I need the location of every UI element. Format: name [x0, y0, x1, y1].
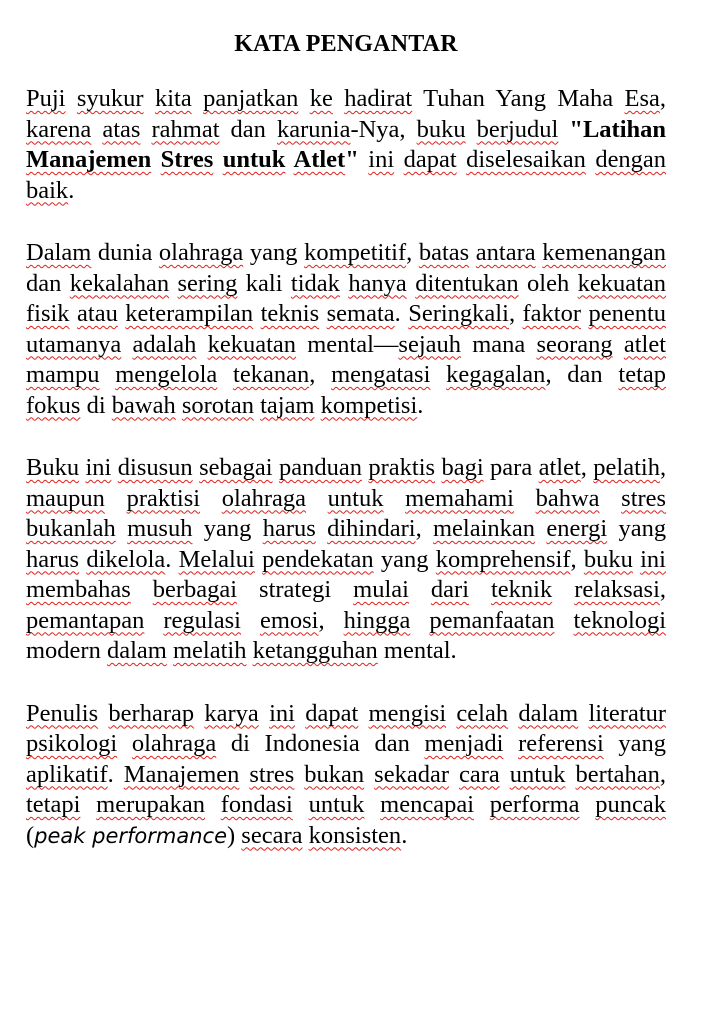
spellcheck-flagged-word: karya [204, 699, 259, 727]
spellcheck-flagged-word: Puji [26, 85, 66, 112]
spellcheck-flagged-word: antara [475, 239, 536, 266]
text-run [364, 791, 380, 818]
text-run [200, 485, 222, 512]
spellcheck-flagged-word: harus [26, 545, 80, 573]
text-run [555, 607, 574, 634]
spellcheck-flagged-word: berjudul [476, 115, 559, 143]
spellcheck-flagged-word: bagi [441, 454, 484, 481]
spellcheck-flagged-word: fisik [26, 300, 70, 327]
text-run: , [508, 300, 523, 327]
text-run [600, 485, 622, 512]
text-run [508, 700, 518, 727]
text-run: dan [219, 115, 277, 143]
text-run [474, 791, 490, 818]
text-run [255, 546, 262, 573]
text-run [131, 576, 153, 603]
text-run [298, 85, 309, 112]
text-run [70, 300, 77, 327]
text-run [469, 576, 491, 603]
spellcheck-flagged-word: batas [418, 239, 470, 266]
spellcheck-flagged-word: buku [583, 545, 633, 573]
spellcheck-flagged-word: olahraga [158, 239, 244, 266]
spellcheck-flagged-word: kompetisi [320, 391, 418, 419]
spellcheck-flagged-word: membahas [26, 576, 131, 603]
text-run [259, 700, 269, 727]
text-run: para [483, 454, 539, 481]
spellcheck-flagged-word: melainkan [433, 515, 536, 542]
spellcheck-flagged-word: baik [26, 176, 69, 204]
text-run [293, 791, 309, 818]
spellcheck-flagged-word: energi [546, 515, 608, 542]
spellcheck-flagged-word: teknik [490, 576, 553, 603]
spellcheck-flagged-word: kita [154, 85, 192, 112]
spellcheck-flagged-word: performa [489, 791, 580, 818]
bold-text: "Latihan [569, 115, 667, 143]
text-run [514, 485, 536, 512]
spellcheck-flagged-word: syukur [76, 85, 144, 112]
text-run [319, 300, 326, 327]
text-run [446, 700, 456, 727]
text-run [144, 607, 163, 634]
spellcheck-flagged-word: ditentukan [415, 269, 519, 297]
spellcheck-flagged-word: hadirat [344, 85, 413, 112]
text-run: , [318, 606, 344, 634]
spellcheck-flagged-word: stres [621, 484, 667, 512]
text-run [140, 116, 151, 143]
spellcheck-flagged-word: atau [77, 300, 118, 327]
text-run [100, 361, 116, 388]
text-run: yang [373, 545, 436, 573]
spellcheck-flagged-word: pemanfaatan [429, 606, 555, 634]
spellcheck-flagged-word: fondasi [220, 791, 293, 818]
spellcheck-flagged-word: Esa [624, 85, 660, 112]
spellcheck-flagged-word: kegagalan [446, 361, 546, 388]
spellcheck-flagged-word: praktis [368, 454, 436, 481]
text-run [430, 361, 446, 388]
bold-text [213, 146, 222, 173]
text-run [116, 515, 127, 542]
spellcheck-flagged-word: atas [102, 115, 141, 143]
spellcheck-flagged-word: puncak [595, 791, 667, 818]
spellcheck-flagged-word: psikologi [26, 730, 118, 757]
spellcheck-flagged-word: konsisten [308, 821, 402, 849]
spellcheck-flagged-word: kemenangan [542, 239, 667, 266]
text-run: ) [227, 821, 242, 849]
text-run [169, 270, 177, 297]
text-run: , [415, 515, 433, 542]
spellcheck-flagged-word: kekuatan [207, 330, 297, 358]
spellcheck-flagged-word: sejauh [398, 330, 461, 358]
text-run: ( [26, 821, 35, 849]
text-run [449, 761, 459, 788]
spellcheck-flagged-word: diselesaikan [466, 146, 586, 173]
text-run [121, 331, 132, 358]
text-run: mana [461, 330, 537, 358]
text-run [566, 761, 576, 788]
text-run: , [659, 85, 667, 112]
spellcheck-flagged-word: literatur [588, 699, 667, 727]
spellcheck-flagged-word: dapat [305, 699, 359, 727]
spellcheck-flagged-word: pemantapan [26, 606, 145, 634]
spellcheck-flagged-word: berbagai [152, 576, 238, 603]
text-run [192, 85, 203, 112]
text-run: , [406, 239, 419, 266]
spellcheck-flagged-word: melatih [172, 637, 247, 664]
spellcheck-flagged-word: olahraga [221, 484, 307, 512]
text-run: , [570, 545, 584, 573]
text-run [552, 576, 574, 603]
text-run [586, 146, 595, 173]
text-run: . [68, 176, 75, 204]
spellcheck-flagged-word: tajam [260, 391, 315, 419]
spellcheck-flagged-word: merupakan [96, 791, 205, 818]
spellcheck-flagged-word: karena [26, 115, 92, 143]
spellcheck-flagged-word: relaksasi [574, 576, 660, 603]
text-run [117, 730, 132, 757]
bold-text [151, 146, 160, 173]
text-run: yang [192, 515, 263, 542]
text-run: Tuhan Yang Maha [412, 85, 625, 112]
text-run [306, 485, 328, 512]
spellcheck-flagged-word: untuk [222, 146, 286, 173]
text-run [295, 700, 305, 727]
spellcheck-flagged-word: celah [456, 699, 509, 727]
text-run: . [107, 760, 124, 788]
spellcheck-flagged-word: regulasi [163, 606, 241, 634]
text-run [105, 485, 127, 512]
text-run [333, 85, 344, 112]
text-run: . [401, 821, 408, 849]
spellcheck-flagged-word: aplikatif [26, 760, 108, 788]
spellcheck-flagged-word: tetap [618, 361, 667, 388]
spellcheck-flagged-word: ini [368, 146, 395, 173]
spellcheck-flagged-word: disusun [117, 454, 193, 481]
spellcheck-flagged-word: Penulis [26, 699, 99, 727]
document-body [26, 84, 666, 851]
text-run: , [659, 454, 667, 481]
text-run [613, 331, 624, 358]
spellcheck-flagged-word: teknis [260, 300, 320, 327]
text-run [144, 85, 155, 112]
text-run: , [659, 760, 667, 788]
spellcheck-flagged-word: dari [430, 576, 469, 603]
text-run: kali [237, 269, 291, 297]
spellcheck-flagged-word: keterampilan [125, 300, 254, 327]
spellcheck-flagged-word: musuh [127, 515, 193, 542]
bold-text: " [345, 146, 359, 173]
paragraph-2 [26, 238, 666, 421]
spellcheck-flagged-word: bawah [111, 391, 176, 419]
spellcheck-flagged-word: cara [458, 760, 500, 788]
spellcheck-flagged-word: sering [177, 269, 238, 297]
spellcheck-flagged-word: referensi [518, 730, 604, 757]
text-run [358, 700, 368, 727]
text-run [80, 791, 96, 818]
spellcheck-flagged-word: mampu [26, 361, 100, 388]
text-run: , dan [545, 361, 619, 388]
text-run: . [394, 300, 409, 327]
text-run [359, 146, 368, 173]
text-run: yang [607, 515, 667, 542]
spellcheck-flagged-word: buku [416, 115, 466, 143]
spellcheck-flagged-word: kekalahan [69, 269, 170, 297]
spellcheck-flagged-word: panduan [278, 454, 362, 481]
spellcheck-flagged-word: mulai [353, 576, 409, 603]
text-run [294, 761, 304, 788]
text-run [98, 700, 108, 727]
paragraph-3 [26, 453, 666, 667]
spellcheck-flagged-word: faktor [522, 300, 582, 327]
spellcheck-flagged-word: sebagai [199, 454, 273, 481]
document-page [26, 24, 666, 883]
text-run [364, 761, 374, 788]
spellcheck-flagged-word: sorotan [181, 391, 254, 419]
spellcheck-flagged-word: mencapai [380, 791, 475, 818]
text-run: mental. [377, 637, 457, 664]
text-run [394, 146, 403, 173]
text-run [578, 700, 588, 727]
text-run [466, 116, 477, 143]
spellcheck-flagged-word: secara [241, 821, 303, 849]
spellcheck-flagged-word: hingga [343, 606, 411, 634]
text-run: , [580, 454, 594, 481]
paragraph-4 [26, 699, 666, 852]
bold-text [285, 146, 293, 173]
spellcheck-flagged-word: karunia [276, 115, 351, 143]
spellcheck-flagged-word: fokus [26, 391, 81, 419]
spellcheck-flagged-word: Buku [26, 454, 80, 481]
spellcheck-flagged-word: atlet [538, 454, 581, 481]
spellcheck-flagged-word: olahraga [131, 730, 217, 757]
spellcheck-flagged-word: Manajemen [26, 146, 152, 173]
spellcheck-flagged-word: bertahan [575, 760, 660, 788]
spellcheck-flagged-word: tekanan [233, 361, 310, 388]
text-run: . [165, 545, 179, 573]
spellcheck-flagged-word: untuk [327, 484, 384, 512]
spellcheck-flagged-word: dapat [403, 146, 457, 173]
spellcheck-flagged-word: pelatih [593, 454, 660, 481]
spellcheck-flagged-word: dengan [595, 146, 667, 173]
text-run [66, 85, 77, 112]
text-run: , [309, 361, 332, 388]
spellcheck-flagged-word: Dalam [26, 239, 92, 266]
text-run: di [80, 391, 112, 419]
text-run: yang [603, 730, 667, 757]
text-run [241, 607, 260, 634]
spellcheck-flagged-word: praktisi [126, 484, 201, 512]
spellcheck-flagged-word: seorang [536, 330, 613, 358]
text-run [194, 700, 204, 727]
page-title: KATA PENGANTAR [234, 31, 458, 57]
spellcheck-flagged-word: bukanlah [26, 515, 116, 542]
spellcheck-flagged-word: mengelola [115, 361, 218, 388]
spellcheck-flagged-word: komprehensif [435, 545, 571, 573]
text-run: modern [26, 637, 107, 664]
text-run: strategi [237, 576, 354, 603]
paragraph-1 [26, 84, 666, 206]
spellcheck-flagged-word: kekuatan [577, 269, 667, 297]
text-run [469, 239, 476, 266]
text-run [196, 331, 207, 358]
spellcheck-flagged-word: ini [85, 454, 112, 481]
text-run [558, 116, 569, 143]
text-run [409, 576, 431, 603]
text-run: oleh [518, 269, 578, 297]
spellcheck-flagged-word: panjatkan [203, 85, 299, 112]
text-run [316, 515, 327, 542]
text-run [500, 761, 510, 788]
spellcheck-flagged-word: Seringkali [408, 300, 509, 327]
text-run: yang [243, 239, 305, 266]
spellcheck-flagged-word: teknologi [573, 606, 667, 634]
spellcheck-flagged-word: untuk [509, 760, 566, 788]
spellcheck-flagged-word: bahwa [535, 484, 600, 512]
spellcheck-flagged-word: ke [309, 85, 333, 112]
spellcheck-flagged-word: Melalui [178, 545, 255, 573]
text-run: . [417, 391, 424, 419]
spellcheck-flagged-word: emosi [259, 606, 319, 634]
text-run [535, 515, 546, 542]
text-run [91, 116, 102, 143]
spellcheck-flagged-word: berharap [108, 699, 195, 727]
text-run [239, 761, 249, 788]
spellcheck-flagged-word: maupun [26, 484, 105, 512]
spellcheck-flagged-word: utamanya [26, 330, 122, 358]
spellcheck-flagged-word: menjadi [424, 730, 504, 757]
spellcheck-flagged-word: penentu [588, 300, 667, 327]
spellcheck-flagged-word: Stres [160, 146, 214, 173]
spellcheck-flagged-word: dalam [106, 637, 167, 664]
italic-text: peak performance [34, 823, 227, 848]
spellcheck-flagged-word: Manajemen [123, 760, 240, 788]
text-run [383, 485, 405, 512]
spellcheck-flagged-word: mengatasi [331, 361, 431, 388]
spellcheck-flagged-word: bukan [304, 760, 365, 788]
text-run: , [659, 576, 667, 603]
spellcheck-flagged-word: ini [269, 699, 295, 727]
spellcheck-flagged-word: sekadar [374, 760, 449, 788]
spellcheck-flagged-word: ketangguhan [252, 637, 378, 664]
spellcheck-flagged-word: dikelola [86, 545, 166, 573]
spellcheck-flagged-word: harus [262, 515, 316, 542]
text-run: di Indonesia dan [216, 730, 425, 757]
text-run [407, 270, 415, 297]
spellcheck-flagged-word: ini [640, 545, 666, 573]
spellcheck-flagged-word: mengisi [368, 699, 447, 727]
text-run: mental— [296, 330, 399, 358]
spellcheck-flagged-word: memahami [405, 484, 514, 512]
spellcheck-flagged-word: kompetitif [304, 239, 407, 266]
spellcheck-flagged-word: tidak [290, 269, 340, 297]
text-run [580, 791, 596, 818]
text-run: -Nya, [350, 115, 417, 143]
text-run [217, 361, 233, 388]
spellcheck-flagged-word: pendekatan [262, 545, 374, 573]
text-run [205, 791, 221, 818]
spellcheck-flagged-word: Atlet [293, 146, 346, 173]
text-run [503, 730, 518, 757]
spellcheck-flagged-word: dihindari [327, 515, 416, 542]
text-run: dunia [91, 239, 159, 266]
text-run [410, 607, 429, 634]
spellcheck-flagged-word: adalah [132, 330, 197, 358]
spellcheck-flagged-word: stres [249, 760, 295, 788]
spellcheck-flagged-word: atlet [623, 330, 667, 358]
text-run [457, 146, 466, 173]
spellcheck-flagged-word: tetapi [26, 791, 81, 818]
spellcheck-flagged-word: dalam [518, 699, 579, 727]
text-run [253, 300, 260, 327]
spellcheck-flagged-word: untuk [308, 791, 365, 818]
spellcheck-flagged-word: semata [326, 300, 395, 327]
spellcheck-flagged-word: rahmat [151, 115, 220, 143]
spellcheck-flagged-word: hanya [348, 269, 407, 297]
text-run: dan [26, 269, 70, 297]
